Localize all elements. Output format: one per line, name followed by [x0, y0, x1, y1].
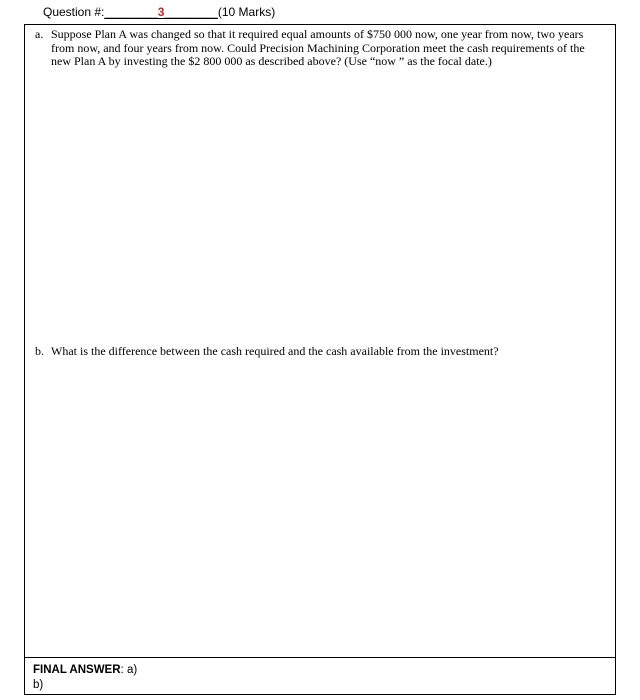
final-answer-a-label: a) [126, 664, 138, 676]
blank-before: ________ [104, 5, 158, 19]
final-answer-colon: : [120, 664, 124, 676]
part-a-text: Suppose Plan A was changed so that it required equal amounts of $750 000 now, one year from now, two years from now, and four years from now. Could Precision Machining Corporation meet the cash requirements of the new Plan A by investing the $2 800 000 as described above? (Use “now ” as the focal date.) [51, 27, 585, 68]
question-header [43, 5, 275, 19]
part-b-text: What is the difference between the cash required and the cash available from the investment? [51, 344, 499, 358]
part-a [35, 28, 601, 69]
question-prefix: Question #: [43, 5, 105, 19]
final-answer-line-a [33, 663, 615, 678]
blank-after: ________ [164, 5, 218, 19]
final-answer-label: FINAL ANSWER [33, 664, 121, 676]
question-number-blank[interactable] [104, 5, 217, 19]
question-number: 3 [157, 5, 165, 19]
part-b [35, 345, 601, 359]
question-marks: (10 Marks) [217, 5, 276, 19]
final-answer-section[interactable] [25, 657, 615, 694]
part-b-marker: b. [35, 344, 44, 358]
part-a-marker: a. [35, 27, 44, 41]
final-answer-b-label: b) [33, 679, 44, 691]
answer-box[interactable] [24, 24, 616, 695]
final-answer-line-b [33, 678, 615, 693]
